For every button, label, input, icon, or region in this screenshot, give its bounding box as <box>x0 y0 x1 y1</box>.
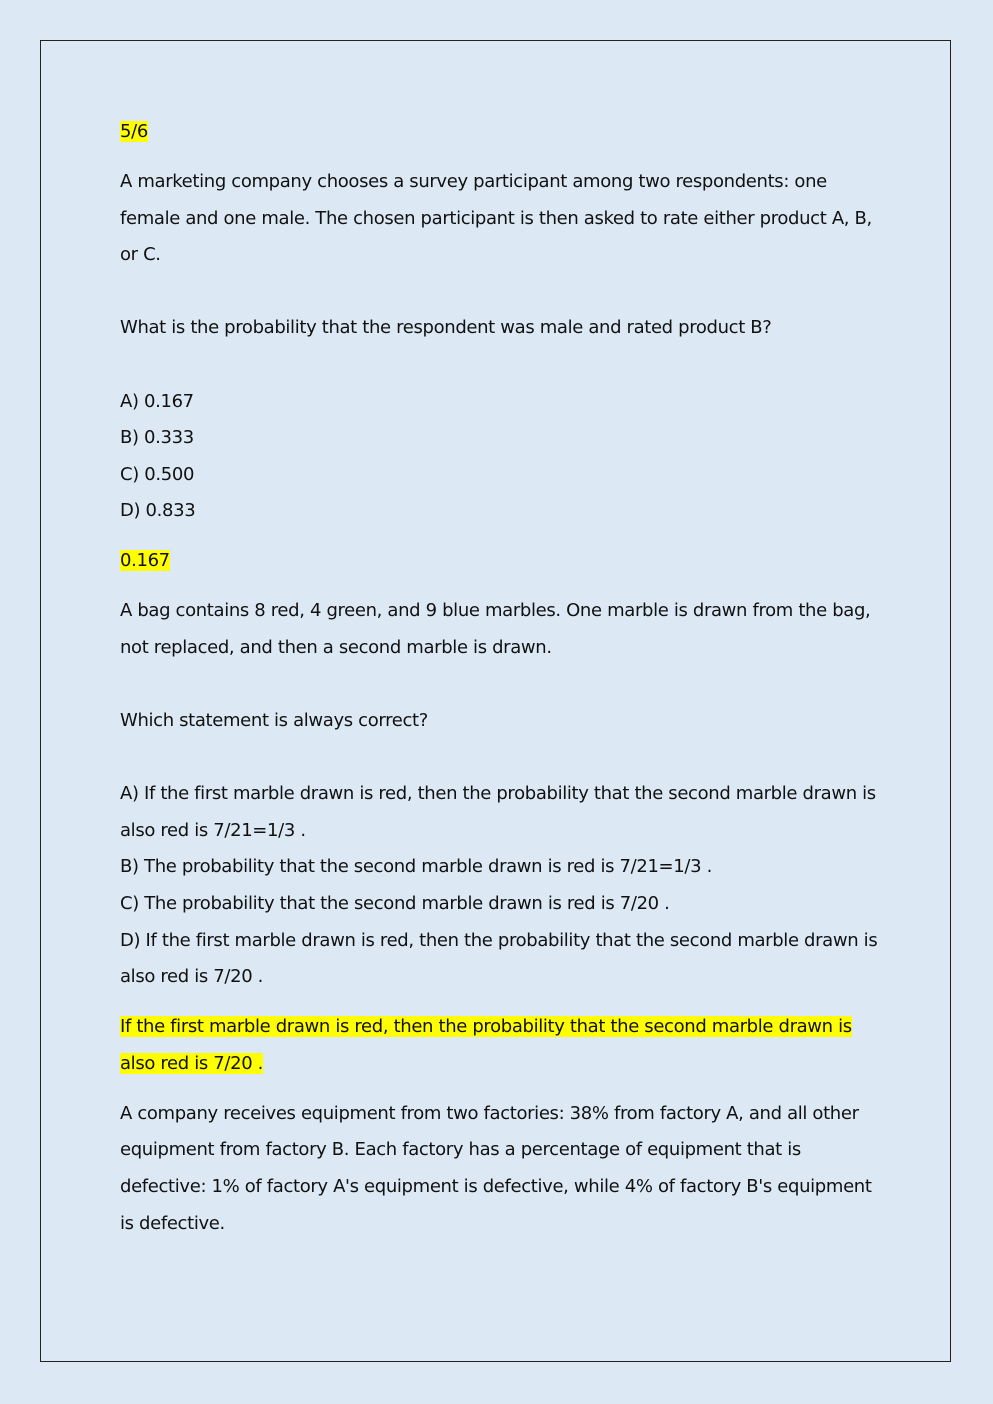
question-1-option-d: D) 0.833 <box>120 500 196 522</box>
question-1-option-b: B) 0.333 <box>120 427 194 449</box>
question-2-option-b: B) The probability that the second marble drawn is red is 7/21=1/3 . <box>120 856 712 878</box>
question-3-text: A company receives equipment from two factories: 38% from factory A, and all other equipment from factory B. Each factory has a percentage of equipment that is defective: 1% of factory A's equipment is defective, while 4% of factory B's equipment is defective. <box>120 1102 872 1234</box>
question-2-option-a: A) If the first marble drawn is red, then the probability that the second marble drawn is also red is 7/21=1/3 . <box>120 783 876 841</box>
question-2-text: A bag contains 8 red, 4 green, and 9 blue marbles. One marble is drawn from the bag, not replaced, and then a second marble is drawn. <box>120 600 871 658</box>
document-body <box>120 114 880 1242</box>
answer-2: 0.167 <box>120 550 170 572</box>
question-1-option-c: C) 0.500 <box>120 463 195 485</box>
question-2-prompt: Which statement is always correct? <box>120 710 428 732</box>
question-1-prompt: What is the probability that the respondent was male and rated product B? <box>120 317 772 339</box>
answer-highlight <box>120 114 880 151</box>
question-2-option-d: D) If the first marble drawn is red, then the probability that the second marble drawn is also red is 7/20 . <box>120 929 878 988</box>
question-2-option-c: C) The probability that the second marble drawn is red is 7/20 . <box>120 893 670 915</box>
answer-3: If the first marble drawn is red, then the probability that the second marble drawn is also red is 7/20 . <box>120 1016 852 1074</box>
question-1-text: A marketing company chooses a survey participant among two respondents: one female and one male. The chosen participant is then asked to rate either product A, B, or C. <box>120 170 872 266</box>
question-1-option-a: A) 0.167 <box>120 390 194 412</box>
answer-highlight <box>120 543 880 580</box>
answer-1: 5/6 <box>120 121 148 142</box>
answer-highlight <box>120 1009 880 1082</box>
